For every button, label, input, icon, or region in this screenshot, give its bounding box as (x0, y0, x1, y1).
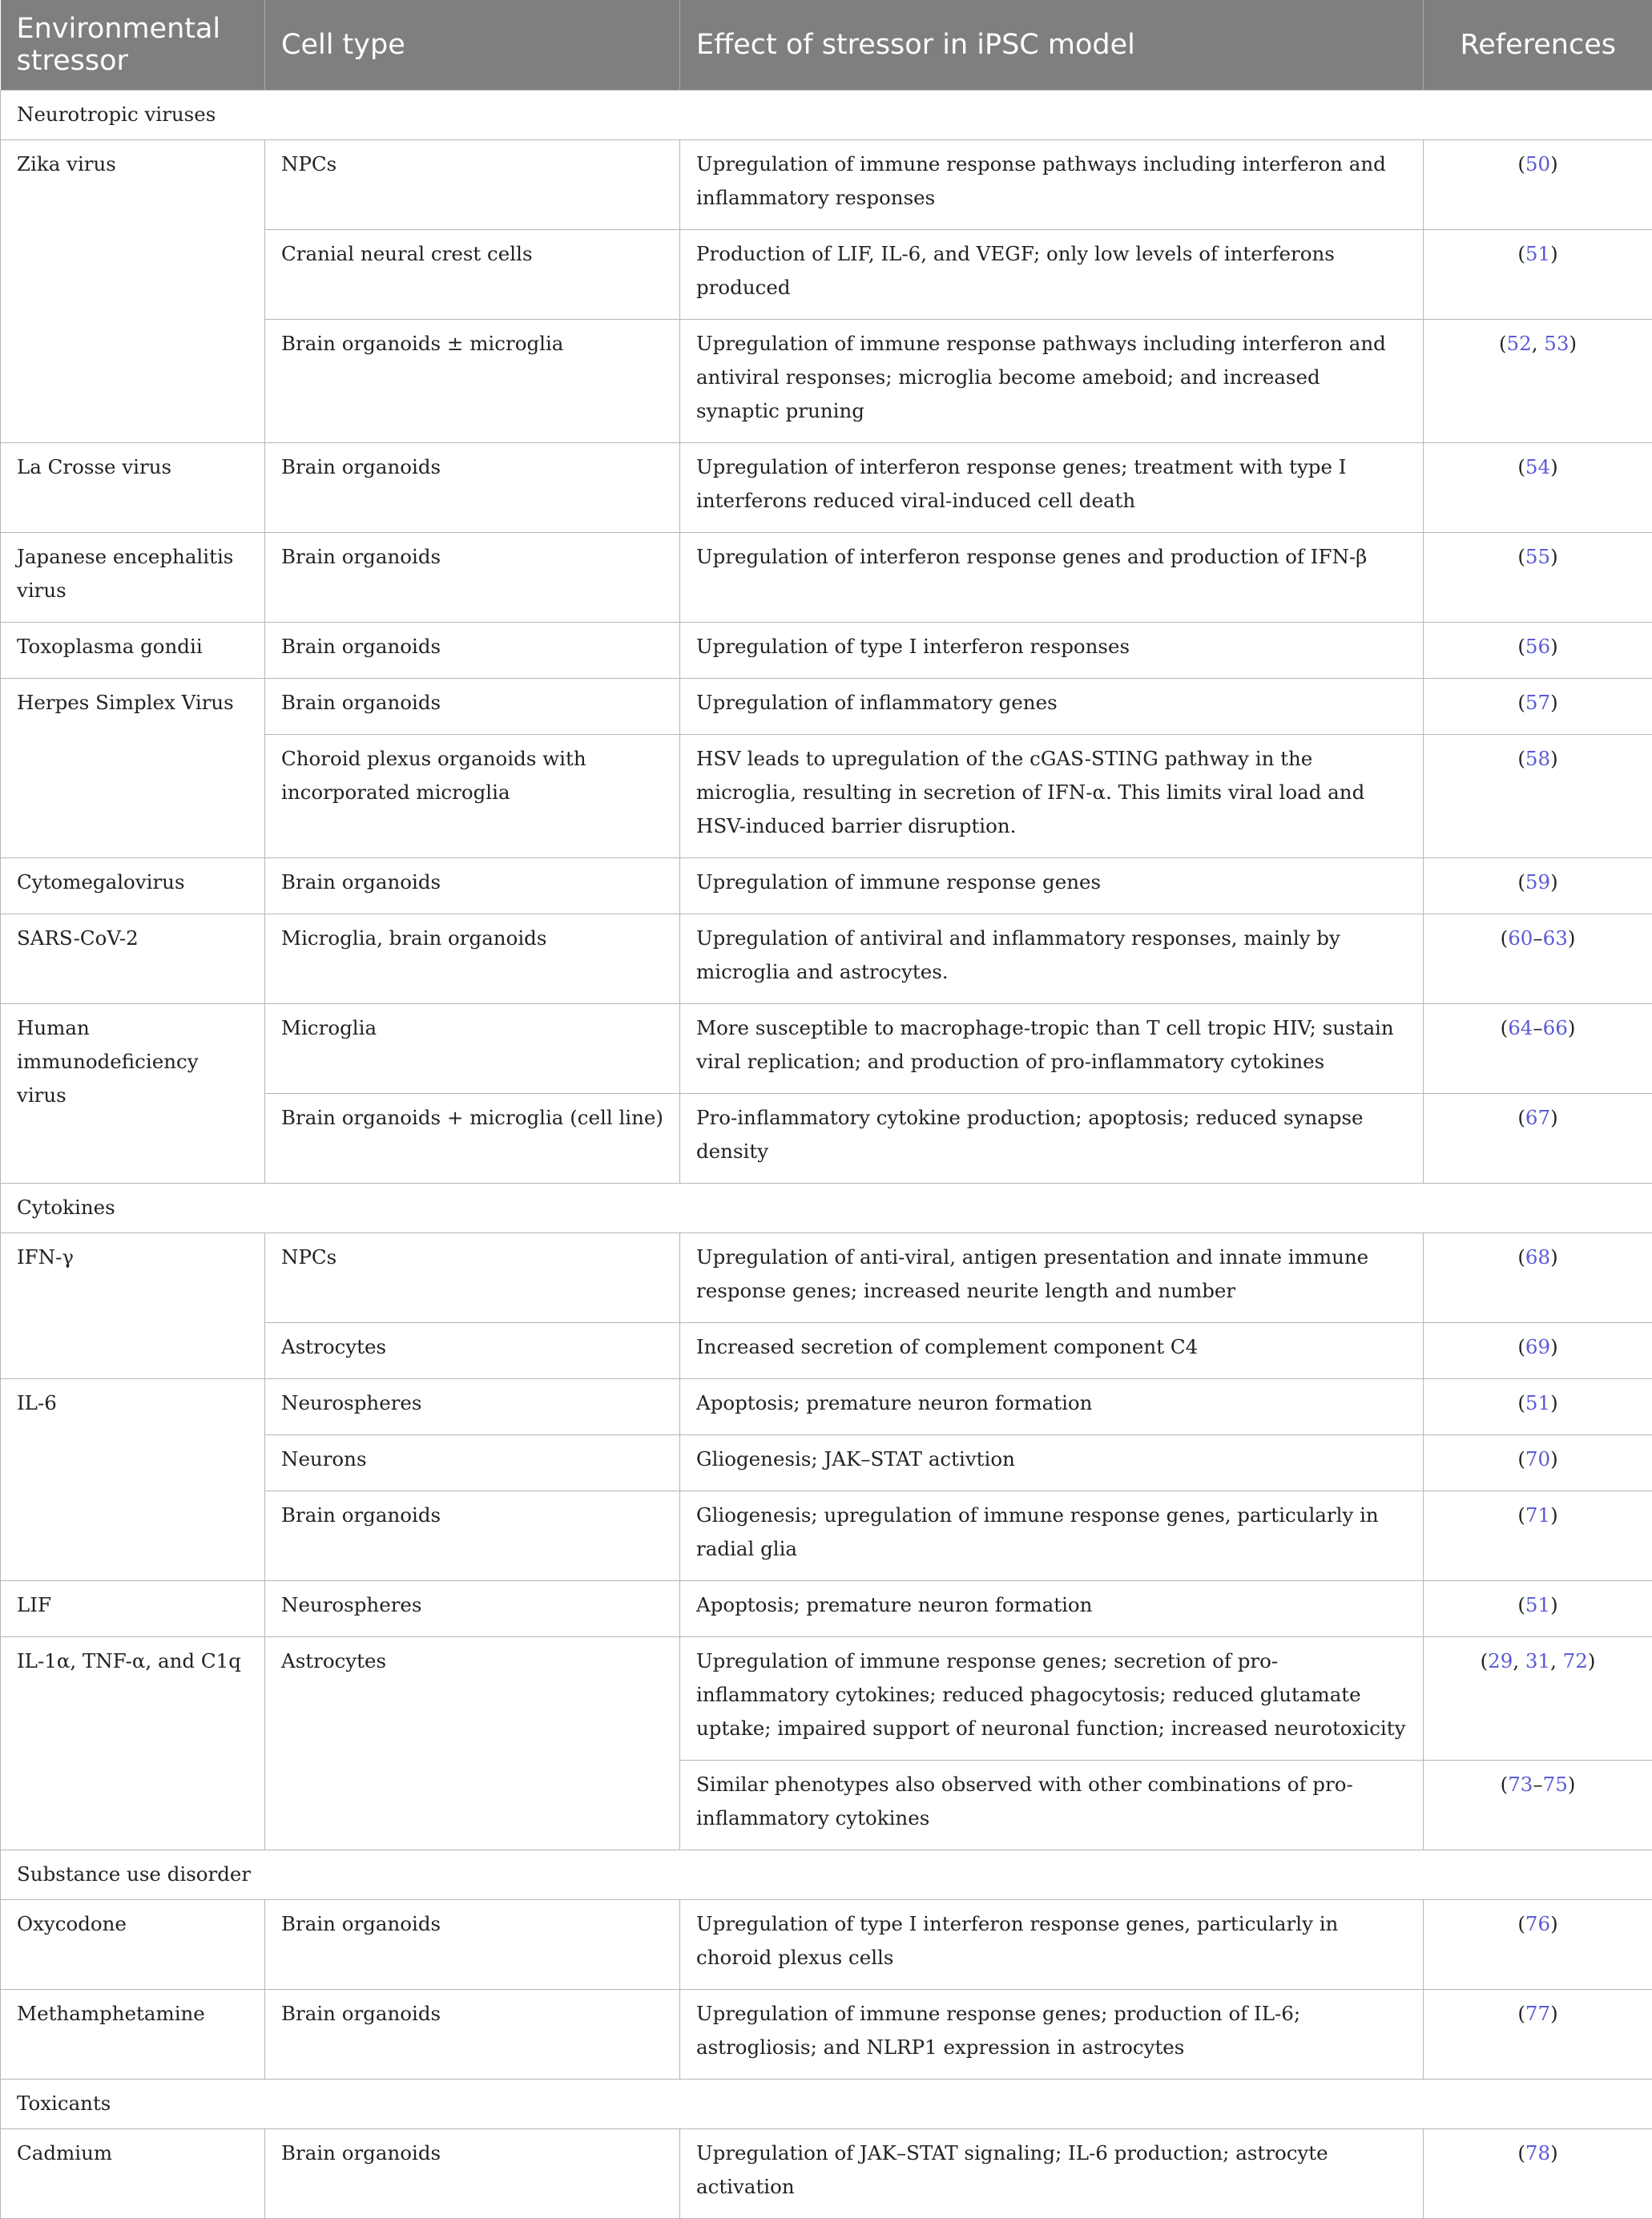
stressor-cell: Human immunodeficiency virus (1, 1004, 265, 1184)
paren-open: ( (1481, 1649, 1489, 1672)
references-cell (1424, 1435, 1652, 1491)
cell-type-cell: Cranial neural crest cells (265, 230, 680, 320)
header-row (1, 0, 1652, 91)
paren-close: ) (1550, 1106, 1558, 1129)
section-heading: Substance use disorder (1, 1850, 1652, 1900)
stressor-cell: Oxycodone (1, 1900, 265, 1990)
table-row (1, 858, 1652, 914)
reference-link[interactable]: 56 (1525, 635, 1550, 658)
effect-cell: Upregulation of immune response pathways including interferon and inflammatory responses (680, 140, 1424, 230)
references-cell (1424, 230, 1652, 320)
paren-close: ) (1550, 1912, 1558, 1935)
reference-link[interactable]: 51 (1525, 242, 1550, 265)
references-cell (1424, 623, 1652, 679)
references-cell (1424, 533, 1652, 623)
paren-close: ) (1550, 2002, 1558, 2025)
paren-open: ( (1517, 870, 1525, 894)
paren-close: ) (1550, 1391, 1558, 1414)
reference-link[interactable]: 68 (1525, 1245, 1550, 1269)
reference-link[interactable]: 66 (1543, 1016, 1568, 1039)
paren-close: ) (1568, 1016, 1576, 1039)
paren-open: ( (1517, 1391, 1525, 1414)
paren-close: ) (1550, 1503, 1558, 1527)
paren-close: ) (1550, 152, 1558, 176)
paren-open: ( (1517, 635, 1525, 658)
reference-link[interactable]: 63 (1543, 926, 1568, 950)
paren-open: ( (1517, 1335, 1525, 1358)
references-cell (1424, 679, 1652, 735)
section-heading: Toxicants (1, 2080, 1652, 2129)
table-row (1, 1990, 1652, 2080)
cell-type-cell: Brain organoids + microglia (cell line) (265, 1094, 680, 1184)
stressor-cell: Cytomegalovirus (1, 858, 265, 914)
cell-type-cell: Brain organoids (265, 623, 680, 679)
table-row (1, 679, 1652, 735)
reference-link[interactable]: 64 (1508, 1016, 1533, 1039)
reference-link[interactable]: 57 (1525, 691, 1550, 714)
effect-cell: Upregulation of interferon response genes and production of IFN-β (680, 533, 1424, 623)
effect-cell: Upregulation of immune response genes; production of IL-6; astrogliosis; and NLRP1 expression in astrocytes (680, 1990, 1424, 2080)
cell-type-cell: Brain organoids (265, 1491, 680, 1581)
table-header (1, 0, 1652, 91)
reference-link[interactable]: 52 (1507, 332, 1532, 355)
effect-cell: Upregulation of immune response genes; secretion of pro-inflammatory cytokines; reduced phagocytosis; reduced glutamate uptake; impaired support of neuronal function; increased neurotoxicity (680, 1637, 1424, 1761)
references-cell (1424, 1491, 1652, 1581)
stressor-cell: Japanese encephalitis virus (1, 533, 265, 623)
cell-type-cell: Brain organoids (265, 533, 680, 623)
reference-separator: – (1533, 1016, 1542, 1039)
effect-cell: Upregulation of inflammatory genes (680, 679, 1424, 735)
paren-open: ( (1517, 545, 1525, 568)
stressor-cell: LIF (1, 1581, 265, 1637)
paren-open: ( (1517, 242, 1525, 265)
cell-type-cell: NPCs (265, 1233, 680, 1323)
reference-link[interactable]: 78 (1525, 2141, 1550, 2165)
paren-open: ( (1517, 455, 1525, 478)
reference-link[interactable]: 67 (1525, 1106, 1550, 1129)
reference-link[interactable]: 53 (1544, 332, 1569, 355)
reference-link[interactable]: 59 (1525, 870, 1550, 894)
cell-type-cell: Microglia, brain organoids (265, 914, 680, 1004)
paren-open: ( (1517, 747, 1525, 770)
reference-link[interactable]: 31 (1525, 1649, 1550, 1672)
effect-cell: Increased secretion of complement component C4 (680, 1323, 1424, 1379)
reference-link[interactable]: 51 (1525, 1593, 1550, 1616)
references-cell (1424, 320, 1652, 443)
effect-cell: Upregulation of immune response genes (680, 858, 1424, 914)
effect-cell: Similar phenotypes also observed with other combinations of pro-inflammatory cytokines (680, 1761, 1424, 1850)
table-row (1, 1637, 1652, 1761)
table-row (1, 2129, 1652, 2219)
references-cell (1424, 735, 1652, 858)
paren-open: ( (1517, 152, 1525, 176)
paren-close: ) (1550, 1447, 1558, 1471)
table-row (1, 443, 1652, 533)
reference-separator: , (1532, 332, 1545, 355)
reference-link[interactable]: 58 (1525, 747, 1550, 770)
references-cell (1424, 858, 1652, 914)
references-cell (1424, 1379, 1652, 1435)
references-cell (1424, 2129, 1652, 2219)
paren-close: ) (1550, 870, 1558, 894)
paren-close: ) (1550, 1593, 1558, 1616)
cell-type-cell: Brain organoids (265, 679, 680, 735)
reference-link[interactable]: 54 (1525, 455, 1550, 478)
reference-link[interactable]: 76 (1525, 1912, 1550, 1935)
paren-open: ( (1517, 1245, 1525, 1269)
reference-separator: – (1533, 926, 1542, 950)
reference-link[interactable]: 77 (1525, 2002, 1550, 2025)
reference-link[interactable]: 70 (1525, 1447, 1550, 1471)
paren-close: ) (1588, 1649, 1596, 1672)
reference-link[interactable]: 29 (1488, 1649, 1513, 1672)
effect-cell: HSV leads to upregulation of the cGAS-STING pathway in the microglia, resulting in secretion of IFN-α. This limits viral load and HSV-induced barrier disruption. (680, 735, 1424, 858)
effect-cell: Pro-inflammatory cytokine production; apoptosis; reduced synapse density (680, 1094, 1424, 1184)
effect-cell: Upregulation of JAK–STAT signaling; IL-6 production; astrocyte activation (680, 2129, 1424, 2219)
cell-type-cell: Brain organoids (265, 1990, 680, 2080)
reference-link[interactable]: 71 (1525, 1503, 1550, 1527)
table-row (1, 1581, 1652, 1637)
paren-close: ) (1569, 332, 1577, 355)
paren-open: ( (1517, 1106, 1525, 1129)
references-cell (1424, 140, 1652, 230)
table-row (1, 623, 1652, 679)
paren-close: ) (1568, 926, 1576, 950)
paren-open: ( (1517, 1503, 1525, 1527)
references-cell (1424, 1900, 1652, 1990)
cell-type-cell: Brain organoids ± microglia (265, 320, 680, 443)
cell-type-cell: Choroid plexus organoids with incorporated microglia (265, 735, 680, 858)
effect-cell: Upregulation of antiviral and inflammatory responses, mainly by microglia and astrocytes. (680, 914, 1424, 1004)
stressor-cell: Methamphetamine (1, 1990, 265, 2080)
reference-link[interactable]: 60 (1508, 926, 1533, 950)
stressor-cell: SARS-CoV-2 (1, 914, 265, 1004)
reference-separator: – (1533, 1773, 1542, 1796)
paren-open: ( (1517, 2002, 1525, 2025)
cell-type-cell: Neurons (265, 1435, 680, 1491)
effect-cell: Upregulation of type I interferon responses (680, 623, 1424, 679)
effect-cell: Apoptosis; premature neuron formation (680, 1379, 1424, 1435)
cell-type-cell: Brain organoids (265, 443, 680, 533)
references-cell (1424, 443, 1652, 533)
reference-link[interactable]: 73 (1508, 1773, 1533, 1796)
reference-link[interactable]: 75 (1543, 1773, 1568, 1796)
table-row (1, 533, 1652, 623)
effect-cell: Upregulation of type I interferon response genes, particularly in choroid plexus cells (680, 1900, 1424, 1990)
effect-cell: Upregulation of interferon response genes; treatment with type I interferons reduced viral-induced cell death (680, 443, 1424, 533)
references-cell (1424, 1990, 1652, 2080)
effect-cell: Production of LIF, IL-6, and VEGF; only low levels of interferons produced (680, 230, 1424, 320)
reference-separator: , (1550, 1649, 1563, 1672)
header-references: References (1424, 0, 1652, 91)
section-row (1, 1184, 1652, 1233)
cell-type-cell: Brain organoids (265, 858, 680, 914)
table-row (1, 914, 1652, 1004)
paren-open: ( (1499, 332, 1507, 355)
reference-link[interactable]: 50 (1525, 152, 1550, 176)
paren-close: ) (1550, 455, 1558, 478)
header-cell-type: Cell type (265, 0, 680, 91)
effect-cell: Upregulation of immune response pathways including interferon and antiviral responses; microglia become ameboid; and increased synaptic pruning (680, 320, 1424, 443)
stressor-cell: La Crosse virus (1, 443, 265, 533)
paren-open: ( (1517, 1447, 1525, 1471)
references-cell (1424, 1094, 1652, 1184)
paren-open: ( (1501, 926, 1509, 950)
effect-cell: Apoptosis; premature neuron formation (680, 1581, 1424, 1637)
reference-link[interactable]: 51 (1525, 1391, 1550, 1414)
table-row (1, 1233, 1652, 1323)
section-row (1, 1850, 1652, 1900)
cell-type-cell: Neurospheres (265, 1581, 680, 1637)
cell-type-cell: NPCs (265, 140, 680, 230)
reference-link[interactable]: 69 (1525, 1335, 1550, 1358)
cell-type-cell: Brain organoids (265, 2129, 680, 2219)
stressor-cell: Herpes Simplex Virus (1, 679, 265, 858)
header-environmental-stressor: Environmental stressor (1, 0, 265, 91)
stressor-cell: IL-1α, TNF-α, and C1q (1, 1637, 265, 1850)
stressor-cell: Toxoplasma gondii (1, 623, 265, 679)
stressor-cell: IFN-γ (1, 1233, 265, 1379)
paren-close: ) (1550, 691, 1558, 714)
table-row (1, 1004, 1652, 1094)
references-cell (1424, 1233, 1652, 1323)
stressor-cell: Zika virus (1, 140, 265, 443)
references-cell (1424, 1761, 1652, 1850)
cell-type-cell: Neurospheres (265, 1379, 680, 1435)
effect-cell: Gliogenesis; upregulation of immune response genes, particularly in radial glia (680, 1491, 1424, 1581)
effect-cell: More susceptible to macrophage-tropic than T cell tropic HIV; sustain viral replication; and production of pro-inflammatory cytokines (680, 1004, 1424, 1094)
reference-separator: , (1513, 1649, 1525, 1672)
paren-close: ) (1550, 1245, 1558, 1269)
table-row (1, 1379, 1652, 1435)
section-heading: Neurotropic viruses (1, 91, 1652, 140)
stressor-cell: Cadmium (1, 2129, 265, 2219)
paren-close: ) (1550, 2141, 1558, 2165)
references-cell (1424, 1323, 1652, 1379)
reference-link[interactable]: 55 (1525, 545, 1550, 568)
section-heading: Cytokines (1, 1184, 1652, 1233)
paren-close: ) (1550, 635, 1558, 658)
paren-close: ) (1550, 242, 1558, 265)
stressor-cell: IL-6 (1, 1379, 265, 1581)
header-effect: Effect of stressor in iPSC model (680, 0, 1424, 91)
cell-type-cell: Astrocytes (265, 1323, 680, 1379)
paren-close: ) (1550, 747, 1558, 770)
paren-close: ) (1568, 1773, 1576, 1796)
table-body (1, 91, 1652, 2219)
effect-cell: Gliogenesis; JAK–STAT activtion (680, 1435, 1424, 1491)
references-cell (1424, 1581, 1652, 1637)
reference-link[interactable]: 72 (1563, 1649, 1588, 1672)
paren-open: ( (1517, 1912, 1525, 1935)
effect-cell: Upregulation of anti-viral, antigen presentation and innate immune response genes; increased neurite length and number (680, 1233, 1424, 1323)
paren-open: ( (1501, 1773, 1509, 1796)
paren-open: ( (1517, 1593, 1525, 1616)
cell-type-cell: Astrocytes (265, 1637, 680, 1850)
table-row (1, 1900, 1652, 1990)
references-cell (1424, 914, 1652, 1004)
paren-open: ( (1517, 691, 1525, 714)
section-row (1, 2080, 1652, 2129)
paren-open: ( (1517, 2141, 1525, 2165)
references-cell (1424, 1004, 1652, 1094)
paren-close: ) (1550, 1335, 1558, 1358)
section-row (1, 91, 1652, 140)
table-row (1, 140, 1652, 230)
paren-close: ) (1550, 545, 1558, 568)
references-cell (1424, 1637, 1652, 1761)
cell-type-cell: Brain organoids (265, 1900, 680, 1990)
cell-type-cell: Microglia (265, 1004, 680, 1094)
paren-open: ( (1501, 1016, 1509, 1039)
